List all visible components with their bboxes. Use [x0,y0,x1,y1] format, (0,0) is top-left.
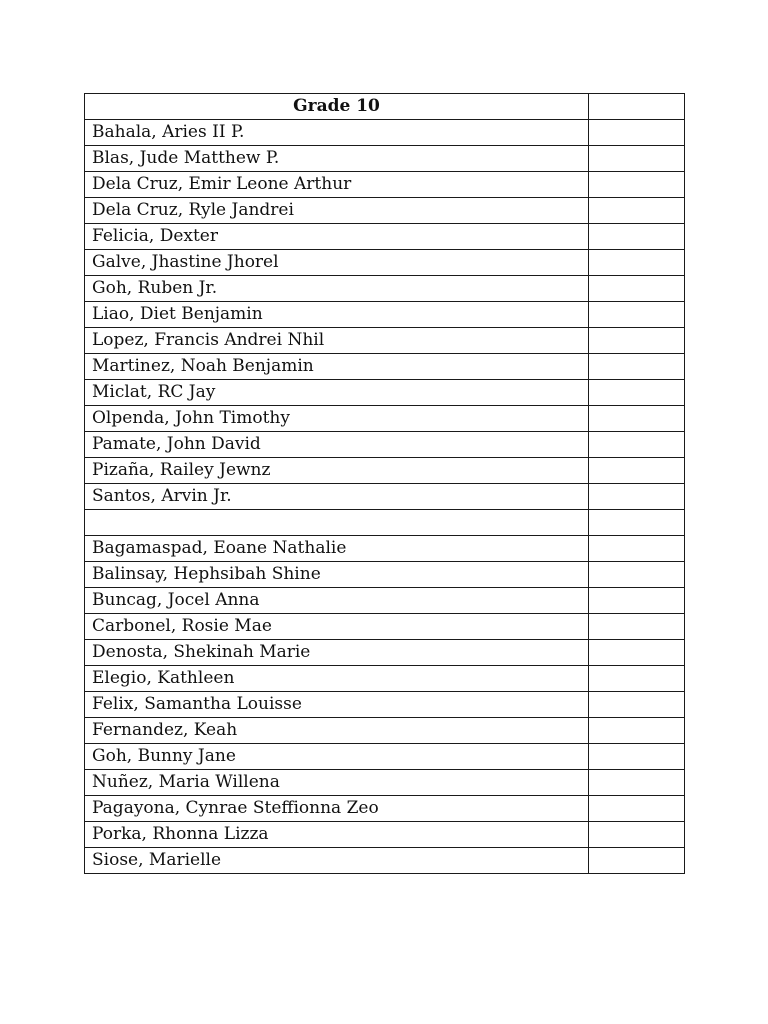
mark-cell [589,640,685,666]
student-name-cell: Felicia, Dexter [85,224,589,250]
table-row [85,692,685,718]
mark-cell [589,770,685,796]
student-name-cell: Santos, Arvin Jr. [85,484,589,510]
table-row [85,458,685,484]
student-name-cell: Dela Cruz, Ryle Jandrei [85,198,589,224]
roster-body [85,120,685,874]
student-name-cell: Elegio, Kathleen [85,666,589,692]
table-row [85,302,685,328]
student-name-cell: Pizaña, Railey Jewnz [85,458,589,484]
student-name-cell: Dela Cruz, Emir Leone Arthur [85,172,589,198]
mark-cell [589,250,685,276]
mark-cell [589,822,685,848]
student-name-cell: Olpenda, John Timothy [85,406,589,432]
mark-cell [589,276,685,302]
mark-cell [589,536,685,562]
mark-cell [589,484,685,510]
table-row [85,484,685,510]
mark-cell [589,458,685,484]
mark-cell [589,614,685,640]
table-row [85,146,685,172]
table-row [85,198,685,224]
student-name-cell: Fernandez, Keah [85,718,589,744]
mark-cell [589,172,685,198]
student-name-cell: Pagayona, Cynrae Steffionna Zeo [85,796,589,822]
student-name-cell: Nuñez, Maria Willena [85,770,589,796]
student-name-cell: Bahala, Aries II P. [85,120,589,146]
mark-cell [589,380,685,406]
mark-cell [589,744,685,770]
mark-cell [589,406,685,432]
table-row [85,822,685,848]
mark-cell [589,588,685,614]
student-name-cell: Miclat, RC Jay [85,380,589,406]
table-row [85,848,685,874]
table-row [85,718,685,744]
mark-cell [589,224,685,250]
mark-cell [589,562,685,588]
table-row [85,276,685,302]
table-row [85,588,685,614]
mark-cell [589,692,685,718]
mark-cell [589,510,685,536]
table-title: Grade 10 [85,94,589,120]
table-row [85,562,685,588]
table-row [85,770,685,796]
mark-cell [589,328,685,354]
mark-cell [589,796,685,822]
student-name-cell: Porka, Rhonna Lizza [85,822,589,848]
table-row [85,510,685,536]
student-name-cell: Buncag, Jocel Anna [85,588,589,614]
table-row [85,172,685,198]
student-name-cell: Martinez, Noah Benjamin [85,354,589,380]
student-roster-table [84,93,685,874]
student-name-cell: Pamate, John David [85,432,589,458]
header-mark-cell [589,94,685,120]
student-name-cell: Felix, Samantha Louisse [85,692,589,718]
mark-cell [589,432,685,458]
table-row [85,120,685,146]
table-row [85,614,685,640]
student-name-cell: Siose, Marielle [85,848,589,874]
table-row [85,354,685,380]
table-row [85,536,685,562]
mark-cell [589,354,685,380]
student-name-cell [85,510,589,536]
student-name-cell: Lopez, Francis Andrei Nhil [85,328,589,354]
table-row [85,640,685,666]
mark-cell [589,302,685,328]
mark-cell [589,146,685,172]
table-row [85,250,685,276]
table-row [85,328,685,354]
student-name-cell: Galve, Jhastine Jhorel [85,250,589,276]
table-row [85,432,685,458]
mark-cell [589,848,685,874]
table-row [85,224,685,250]
mark-cell [589,120,685,146]
student-name-cell: Balinsay, Hephsibah Shine [85,562,589,588]
table-row [85,666,685,692]
table-row [85,406,685,432]
student-name-cell: Liao, Diet Benjamin [85,302,589,328]
mark-cell [589,718,685,744]
student-name-cell: Goh, Bunny Jane [85,744,589,770]
student-name-cell: Bagamaspad, Eoane Nathalie [85,536,589,562]
table-header-row [85,94,685,120]
student-name-cell: Blas, Jude Matthew P. [85,146,589,172]
student-name-cell: Goh, Ruben Jr. [85,276,589,302]
student-name-cell: Denosta, Shekinah Marie [85,640,589,666]
table-row [85,796,685,822]
student-name-cell: Carbonel, Rosie Mae [85,614,589,640]
table-row [85,744,685,770]
mark-cell [589,666,685,692]
mark-cell [589,198,685,224]
table-row [85,380,685,406]
